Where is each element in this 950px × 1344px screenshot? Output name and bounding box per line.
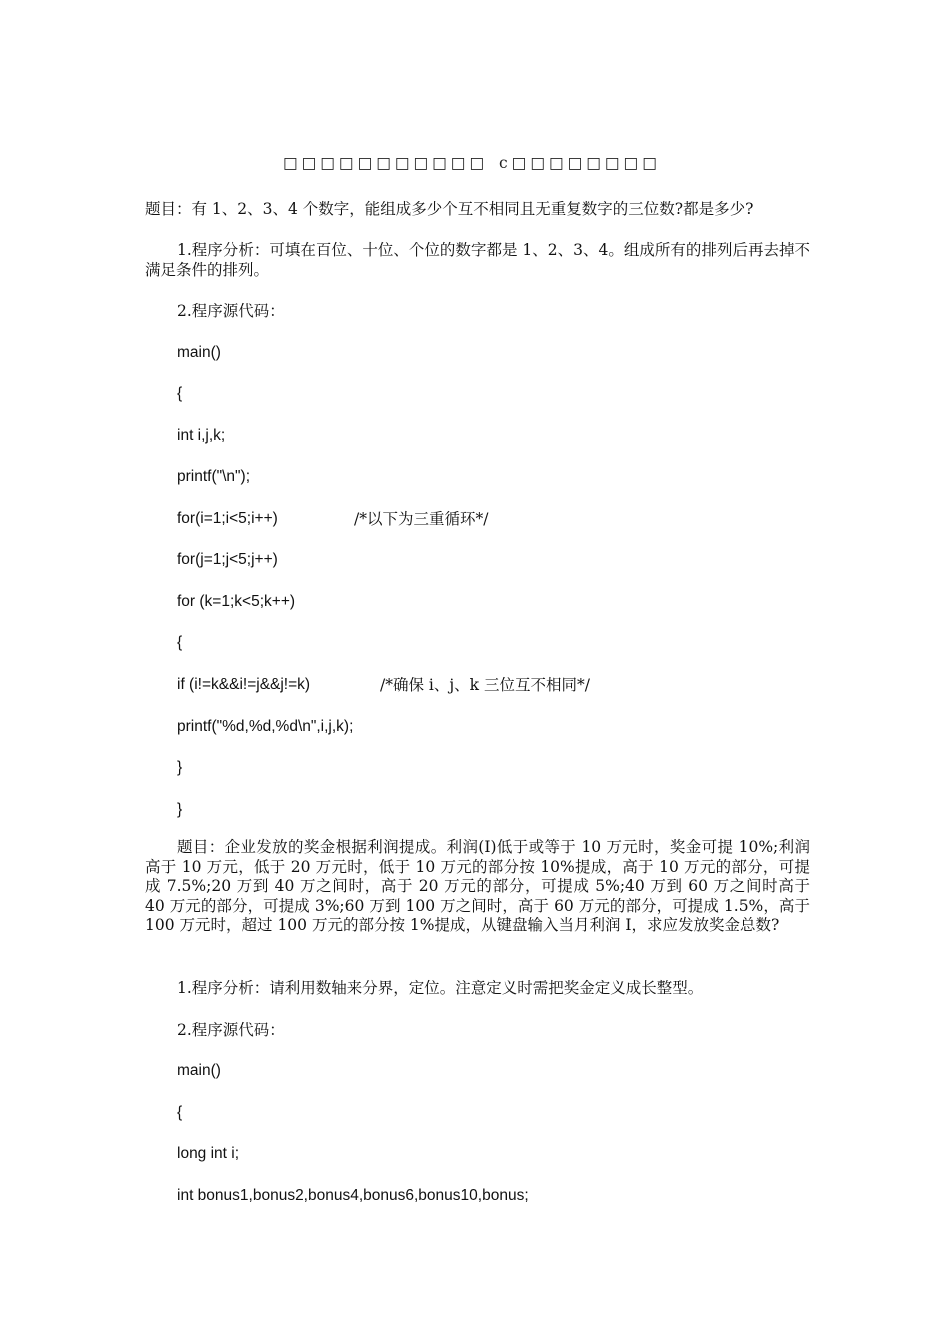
code-line: main() [177,344,221,361]
code-line: int bonus1,bonus2,bonus4,bonus6,bonus10,bonus; [177,1187,529,1204]
doc-title-right: c□□□□□□□□ [499,154,661,172]
code-line: if (i!=k&&i!=j&&j!=k) [177,676,311,693]
code-line: main() [177,1062,221,1079]
code-line: } [177,759,183,776]
code-line: { [177,634,183,651]
problem1-analysis: 1.程序分析：可填在百位、十位、个位的数字都是 1、2、3、4。组成所有的排列后再去掉不满足条件的排列。 [145,241,810,279]
doc-title-left: □□□□□□□□□□□ [283,154,489,172]
code-line: { [177,1104,183,1121]
code-line: for (k=1;k<5;k++) [177,593,296,610]
problem1-question: 题目：有 1、2、3、4 个数字，能组成多少个互不相同且无重复数字的三位数?都是多少? [145,200,754,218]
code-comment: /*以下为三重循环*/ [354,510,489,528]
problem2-source-label: 2.程序源代码： [177,1021,285,1039]
code-line: } [177,801,183,818]
code-line: long int i; [177,1145,240,1162]
code-line: printf("%d,%d,%d\n",i,j,k); [177,718,354,735]
code-line: printf("\n"); [177,468,251,485]
problem2-question: 题目：企业发放的奖金根据利润提成。利润(I)低于或等于 10 万元时，奖金可提 10%;利润高于 10 万元，低于 20 万元时，低于 10 万元的部分按 10%提成，高于 10 万元的部分，可提成 7.5%;20 万到 40 万之间时，高于 20 万元的部分，可提成 5%;40 万到 60 万之间时高于 40 万元的部分，可提成 3%;60 万到 100 万之间时，高于 60 万元的部分，可提成 1.5%，高于 100 万元时，超过 100 万元的部分按 1%提成，从键盘输入当月利润 I，求应发放奖金总数? [145,838,810,935]
code-line: for(i=1;i<5;i++) [177,510,278,527]
code-comment: /*确保 i、j、k 三位互不相同*/ [380,676,590,694]
code-line: int i,j,k; [177,427,226,444]
problem2-analysis: 1.程序分析：请利用数轴来分界，定位。注意定义时需把奖金定义成长整型。 [177,979,704,997]
problem1-source-label: 2.程序源代码： [177,302,285,320]
code-line: { [177,385,183,402]
code-line: for(j=1;j<5;j++) [177,551,278,568]
